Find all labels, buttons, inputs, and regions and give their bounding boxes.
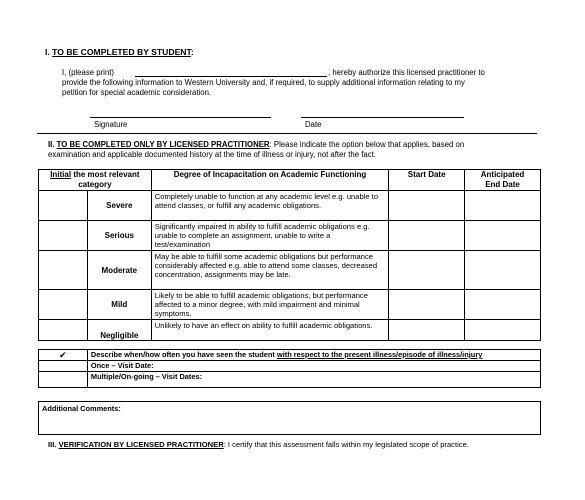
visit-once-row <box>39 361 541 372</box>
start-date-cell[interactable] <box>389 221 465 251</box>
description-cell: May be able to fulfill some academic obligations but performance considerably affected e.g. able to attend some classes, decreased concentration, assignments may be late. <box>151 251 388 290</box>
header-initial-line2: category <box>78 179 112 189</box>
additional-comments-box[interactable] <box>38 401 541 435</box>
print-name-line[interactable] <box>135 76 327 77</box>
degree-cell: Mild <box>87 290 151 320</box>
description-cell: Completely unable to function at any academic level e.g. unable to attend classes, or fulfill any academic obligations. <box>151 191 388 221</box>
section1-colon: : <box>190 47 194 57</box>
table-header-row <box>39 170 541 191</box>
initial-cell[interactable] <box>39 191 88 221</box>
signature-label: Signature <box>94 120 128 129</box>
header-end-date <box>465 170 541 191</box>
visit-table <box>38 349 541 388</box>
end-date-cell[interactable] <box>465 320 541 341</box>
header-initial-rest: the most relevant <box>73 170 140 179</box>
section3-text: : I certify that this assessment falls within my legislated scope of practice. <box>223 440 469 449</box>
table-row <box>39 191 541 221</box>
degree-cell: Moderate <box>87 251 151 290</box>
table-row <box>39 320 541 341</box>
initial-cell[interactable] <box>39 251 88 290</box>
header-degree: Degree of Incapacitation on Academic Functioning <box>151 170 388 191</box>
section3-number: III. <box>48 440 57 449</box>
check-mark-icon[interactable]: ✔ <box>39 350 88 361</box>
incapacitation-table <box>38 169 541 341</box>
description-cell: Likely to be able to fulfill academic obligations, but performance affected to a minor degree, with mild impairment and minimal symptoms. <box>151 290 388 320</box>
section3-line <box>48 440 469 449</box>
visit-multiple-label: Multiple/On-going – Visit Dates: <box>87 372 540 388</box>
signature-line[interactable] <box>90 117 271 118</box>
visit-once-label: Once – Visit Date: <box>87 361 540 372</box>
authorize-text-line2: provide the following information to Western University and, if required, to supply additional information relating to my <box>62 78 465 87</box>
description-cell: Significantly impaired in ability to fulfill academic obligations e.g. unable to complete an assignment, unable to write a test/examination <box>151 221 388 251</box>
header-end-line2: End Date <box>485 179 520 189</box>
section1-number: I. <box>45 47 50 57</box>
table-row <box>39 221 541 251</box>
end-date-cell[interactable] <box>465 191 541 221</box>
initial-cell[interactable] <box>39 320 88 341</box>
end-date-cell[interactable] <box>465 221 541 251</box>
visit-once-check-cell[interactable] <box>39 361 88 372</box>
start-date-cell[interactable] <box>389 191 465 221</box>
additional-comments-label: Additional Comments: <box>42 404 121 413</box>
description-cell: Unlikely to have an effect on ability to fulfill academic obligations. <box>151 320 388 341</box>
header-initial-word: Initial <box>50 170 72 179</box>
table-row <box>39 290 541 320</box>
section2-title: TO BE COMPLETED ONLY BY LICENSED PRACTITIONER <box>56 140 270 149</box>
visit-multiple-row <box>39 372 541 388</box>
section2-number: II. <box>48 140 55 149</box>
section1-title: TO BE COMPLETED BY STUDENT <box>52 47 191 57</box>
visit-multiple-check-cell[interactable] <box>39 372 88 388</box>
visit-describe-text <box>87 350 540 361</box>
degree-cell: Negligible <box>87 320 151 341</box>
visit-describe-a: Describe when/how often you have seen the student <box>90 350 277 359</box>
start-date-cell[interactable] <box>389 290 465 320</box>
section2-text-line2: examination and applicable documented history at the time of illness or injury, not after the fact. <box>48 150 376 159</box>
header-initial <box>39 170 152 191</box>
date-label: Date <box>305 120 322 129</box>
table-row <box>39 251 541 290</box>
header-end-line1: Anticipated <box>480 170 525 179</box>
end-date-cell[interactable] <box>465 290 541 320</box>
section-divider <box>37 133 537 134</box>
date-line[interactable] <box>301 117 464 118</box>
header-start-date: Start Date <box>389 170 465 191</box>
initial-cell[interactable] <box>39 221 88 251</box>
authorize-text-line3: petition for special academic consideration. <box>62 88 212 97</box>
start-date-cell[interactable] <box>389 320 465 341</box>
section2-text-line1: : Please indicate the option below that applies, based on <box>269 140 465 149</box>
end-date-cell[interactable] <box>465 251 541 290</box>
visit-describe-b: with respect to the present illness/episode of illness/injury <box>276 350 483 359</box>
start-date-cell[interactable] <box>389 251 465 290</box>
degree-cell: Serious <box>87 221 151 251</box>
visit-describe-row <box>39 350 541 361</box>
print-name-label: I, (please print) <box>62 68 115 77</box>
section1-heading <box>45 47 194 57</box>
initial-cell[interactable] <box>39 290 88 320</box>
section3-title: VERIFICATION BY LICENSED PRACTITIONER <box>58 440 224 449</box>
degree-cell: Severe <box>87 191 151 221</box>
section2-intro <box>48 140 540 149</box>
authorize-text: , hereby authorize this licensed practitioner to <box>328 68 485 77</box>
